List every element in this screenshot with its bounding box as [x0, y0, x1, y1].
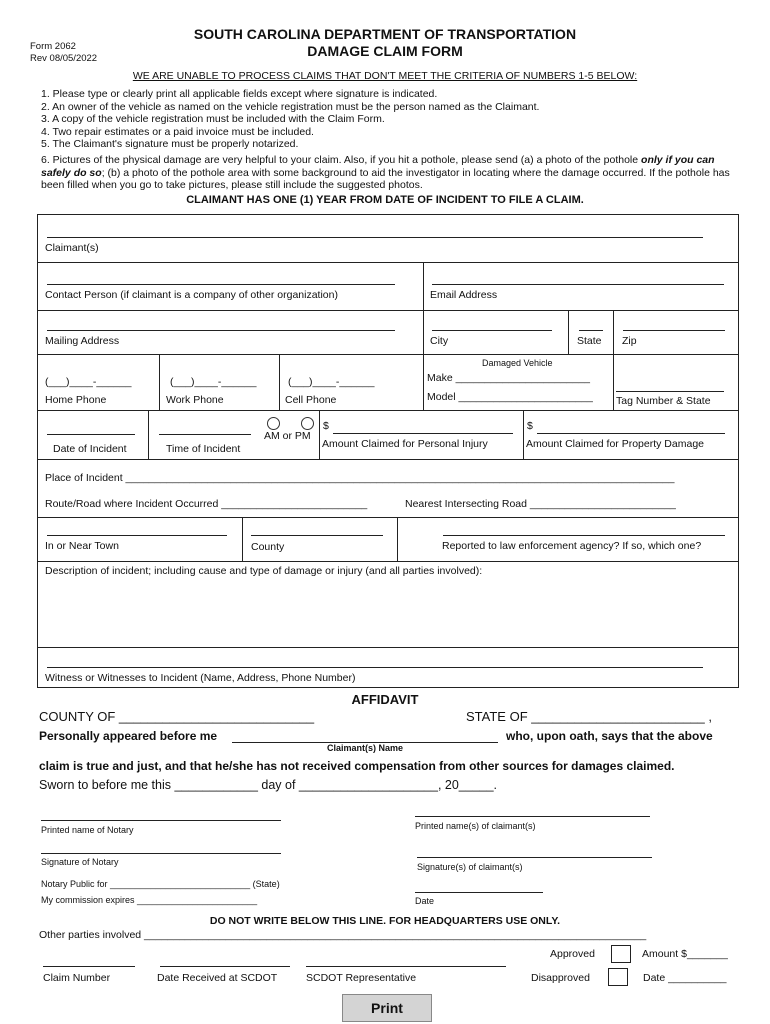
col-divider [423, 310, 424, 354]
col-divider [242, 517, 243, 561]
other-parties-field[interactable]: Other parties involved ______________________________________________________________________________________ [39, 929, 647, 941]
instruction-6-emphasis: only if you can safely do so [41, 154, 715, 179]
col-divider [148, 410, 149, 459]
email-field[interactable] [432, 284, 724, 285]
printed-notary-field[interactable] [41, 820, 281, 821]
row-divider [38, 647, 738, 648]
claim-number-field[interactable] [43, 966, 135, 967]
tag-number-field[interactable] [616, 391, 724, 392]
cell-phone-field[interactable]: (___)____-______ [288, 376, 375, 388]
col-divider [613, 354, 614, 410]
personal-injury-amount-field[interactable] [333, 433, 513, 434]
instruction-5: 5. The Claimant's signature must be properly notarized. [41, 138, 299, 150]
route-road-field[interactable]: Route/Road where Incident Occurred _________________________ [45, 498, 368, 510]
city-label: City [430, 335, 449, 347]
zip-field[interactable] [623, 330, 725, 331]
claim-number-label: Claim Number [43, 972, 111, 984]
vehicle-make-field[interactable]: Make _______________________ [427, 372, 590, 384]
form-revision: Rev 08/05/2022 [30, 53, 98, 64]
printed-claimants-field[interactable] [415, 816, 650, 817]
cell-phone-label: Cell Phone [285, 394, 337, 406]
property-damage-amount-field[interactable] [537, 433, 725, 434]
personally-appeared-text: Personally appeared before me [39, 729, 218, 743]
claim-details-box [37, 214, 739, 688]
claim-true-statement: claim is true and just, and that he/she has not received compensation from other sources for damages claimed. [39, 759, 675, 773]
row-divider [38, 459, 738, 460]
row-divider [38, 517, 738, 518]
col-divider [568, 310, 569, 354]
col-divider [279, 354, 280, 410]
claimant-name-label: Claimant(s) Name [327, 743, 404, 753]
contact-person-field[interactable] [47, 284, 395, 285]
vehicle-model-field[interactable]: Model _______________________ [427, 391, 593, 403]
time-of-incident-label: Time of Incident [166, 443, 241, 455]
instruction-4: 4. Two repair estimates or a paid invoice must be included. [41, 125, 314, 138]
contact-person-label: Contact Person (if claimant is a company of other organization) [45, 289, 338, 301]
work-phone-field[interactable]: (___)____-______ [170, 376, 257, 388]
zip-label: Zip [622, 335, 637, 347]
instruction-6-part1: 6. Pictures of the physical damage are very helpful to your claim. Also, if you hit a pothole, please send (a) a photo of the pothole [41, 154, 642, 166]
place-of-incident-field[interactable]: Place of Incident ______________________________________________________________________________________________ [45, 472, 675, 484]
instruction-6 [41, 154, 741, 192]
approved-amount-field[interactable]: Amount $_______ [642, 948, 728, 960]
deadline-notice: CLAIMANT HAS ONE (1) YEAR FROM DATE OF INCIDENT TO FILE A CLAIM. [186, 194, 584, 206]
claimants-signature-field[interactable] [417, 857, 652, 858]
col-divider [423, 262, 424, 310]
instruction-6-part2: ; (b) a photo of the pothole area with some background to aid the investigator in locating where the damage occurred. If the pothole has been filled when you go to take pictures, please still include the suggested photos. [41, 166, 730, 191]
row-divider [38, 410, 738, 411]
property-damage-label: Amount Claimed for Property Damage [526, 438, 704, 450]
form-number: Form 2062 [30, 41, 76, 52]
law-enforcement-field[interactable] [443, 535, 725, 536]
description-label: Description of incident; including cause and type of damage or injury (and all parties involved): [45, 565, 483, 577]
row-divider [38, 262, 738, 263]
nearest-road-field[interactable]: Nearest Intersecting Road _________________________ [405, 498, 676, 510]
notary-signature-label: Signature of Notary [41, 857, 119, 867]
printed-claimants-label: Printed name(s) of claimant(s) [415, 821, 536, 831]
home-phone-label: Home Phone [45, 394, 107, 406]
who-upon-oath-text: who, upon oath, says that the above [506, 729, 713, 743]
dollar-sign: $ [527, 420, 533, 432]
affidavit-date-field[interactable] [415, 892, 543, 893]
county-field[interactable] [251, 535, 383, 536]
row-divider [38, 310, 738, 311]
col-divider [613, 310, 614, 354]
affidavit-title: AFFIDAVIT [351, 692, 419, 707]
col-divider [423, 354, 424, 410]
approved-label: Approved [550, 948, 595, 960]
mailing-address-field[interactable] [47, 330, 395, 331]
instruction-2: 2. An owner of the vehicle as named on the vehicle registration must be the person named as the Claimant. [41, 100, 540, 113]
county-of-field[interactable]: COUNTY OF ___________________________ [39, 709, 315, 724]
tag-number-label: Tag Number & State [616, 395, 711, 407]
affidavit-date-label: Date [415, 896, 435, 906]
agency-title: SOUTH CAROLINA DEPARTMENT OF TRANSPORTATION [193, 26, 577, 42]
pm-radio[interactable] [301, 417, 314, 430]
col-divider [523, 410, 524, 459]
county-label: County [251, 541, 285, 553]
col-divider [319, 410, 320, 459]
print-button[interactable]: Print [342, 994, 432, 1022]
email-label: Email Address [430, 289, 498, 301]
date-of-incident-field[interactable] [47, 434, 135, 435]
state-label: State [577, 335, 602, 347]
claimants-field[interactable] [47, 237, 703, 238]
row-divider [38, 561, 738, 562]
date-of-incident-label: Date of Incident [53, 443, 127, 455]
dollar-sign: $ [323, 420, 329, 432]
disapproved-checkbox[interactable] [608, 968, 628, 986]
city-field[interactable] [432, 330, 552, 331]
commission-expires-field[interactable]: My commission expires ________________________ [41, 895, 258, 905]
near-town-label: In or Near Town [45, 540, 119, 552]
disapproved-date-field[interactable]: Date __________ [643, 972, 727, 984]
date-received-field[interactable] [160, 966, 290, 967]
criteria-notice: WE ARE UNABLE TO PROCESS CLAIMS THAT DON'T MEET THE CRITERIA OF NUMBERS 1-5 BELOW: [132, 70, 638, 82]
claimants-label: Claimant(s) [45, 242, 99, 254]
scdot-rep-label: SCDOT Representative [306, 972, 417, 984]
notary-signature-field[interactable] [41, 853, 281, 854]
am-pm-label: AM or PM [264, 430, 311, 442]
disapproved-label: Disapproved [531, 972, 590, 984]
work-phone-label: Work Phone [166, 394, 224, 406]
date-received-label: Date Received at SCDOT [157, 972, 278, 984]
scdot-rep-field[interactable] [306, 966, 506, 967]
personal-injury-label: Amount Claimed for Personal Injury [322, 438, 488, 450]
mailing-address-label: Mailing Address [45, 335, 120, 347]
witnesses-label: Witness or Witnesses to Incident (Name, Address, Phone Number) [45, 672, 356, 684]
description-area[interactable] [40, 579, 736, 645]
state-field[interactable] [579, 330, 603, 331]
law-enforcement-label: Reported to law enforcement agency? If so, which one? [442, 540, 702, 552]
notary-public-field[interactable]: Notary Public for ____________________________ (State) [41, 879, 280, 889]
office-use-notice: DO NOT WRITE BELOW THIS LINE. FOR HEADQUARTERS USE ONLY. [209, 915, 561, 927]
col-divider [397, 517, 398, 561]
row-divider [38, 354, 738, 355]
sworn-date-field[interactable]: Sworn to before me this ____________ day of ____________________, 20_____. [39, 778, 498, 792]
near-town-field[interactable] [47, 535, 227, 536]
instruction-3: 3. A copy of the vehicle registration must be included with the Claim Form. [41, 113, 385, 125]
am-radio[interactable] [267, 417, 280, 430]
approved-checkbox[interactable] [611, 945, 631, 963]
printed-notary-label: Printed name of Notary [41, 825, 134, 835]
instruction-1: 1. Please type or clearly print all applicable fields except where signature is indicated. [41, 88, 438, 100]
claimants-signature-label: Signature(s) of claimant(s) [417, 862, 523, 872]
time-of-incident-field[interactable] [159, 434, 251, 435]
home-phone-field[interactable]: (___)____-______ [45, 376, 132, 388]
col-divider [159, 354, 160, 410]
form-title: DAMAGE CLAIM FORM [307, 43, 463, 59]
state-of-field[interactable]: STATE OF ________________________ , [466, 709, 712, 724]
damaged-vehicle-label: Damaged Vehicle [482, 358, 553, 368]
witnesses-field[interactable] [47, 667, 703, 668]
